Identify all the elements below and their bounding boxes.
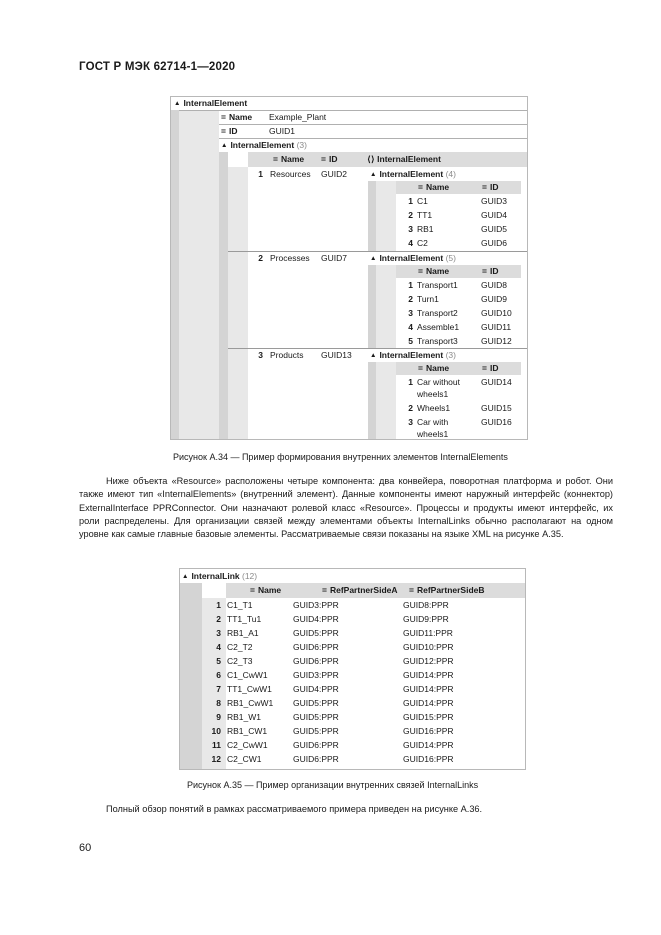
- link-side-a: GUID3:PPR: [293, 670, 339, 680]
- root-internal-element[interactable]: ▲ InternalElement: [174, 98, 248, 108]
- link-name: RB1_A1: [227, 628, 259, 638]
- item-name-line1: Car without: [417, 377, 460, 387]
- attr-id-value: GUID1: [269, 126, 295, 136]
- item-id: GUID14: [481, 377, 512, 387]
- link-number: 6: [216, 670, 221, 680]
- link-name: C2_T3: [227, 656, 253, 666]
- col-internal-element-header[interactable]: ⟨⟩ InternalElement: [367, 154, 441, 164]
- tree-gutter-inner: [179, 110, 219, 440]
- item-number: 5: [408, 336, 413, 346]
- link-side-a: GUID6:PPR: [293, 740, 339, 750]
- item-number: 2: [408, 294, 413, 304]
- document-header: ГОСТ Р МЭК 62714-1—2020: [79, 61, 236, 73]
- link-name: C1_T1: [227, 600, 253, 610]
- collapse-caret-icon[interactable]: ▲: [182, 573, 189, 580]
- col-id-header[interactable]: = ID: [321, 154, 338, 164]
- item-name: Transport1: [417, 280, 458, 290]
- attr-id-row: = ID: [221, 126, 238, 136]
- link-number: 5: [216, 656, 221, 666]
- attribute-icon: =: [273, 154, 278, 164]
- link-side-a: GUID5:PPR: [293, 726, 339, 736]
- link-side-a: GUID3:PPR: [293, 600, 339, 610]
- attribute-icon: =: [418, 182, 423, 192]
- link-number: 8: [216, 698, 221, 708]
- link-side-a: GUID6:PPR: [293, 642, 339, 652]
- sub-gutter: [368, 362, 376, 440]
- link-side-b: GUID14:PPR: [403, 698, 454, 708]
- link-name: C2_CW1: [227, 754, 262, 764]
- collapse-caret-icon[interactable]: ▲: [370, 255, 377, 262]
- collapse-caret-icon[interactable]: ▲: [174, 100, 181, 107]
- attribute-icon: =: [482, 363, 487, 373]
- group-number: 3: [258, 350, 263, 360]
- link-number: 4: [216, 642, 221, 652]
- link-number: 2: [216, 614, 221, 624]
- sub-gutter-inner: [376, 265, 396, 348]
- collapse-caret-icon[interactable]: ▲: [370, 352, 377, 359]
- link-side-b: GUID9:PPR: [403, 614, 449, 624]
- item-number: 3: [408, 224, 413, 234]
- attribute-icon: =: [221, 112, 226, 122]
- item-name: Turn1: [417, 294, 439, 304]
- link-side-b: GUID10:PPR: [403, 642, 454, 652]
- sub-col-id-header[interactable]: = ID: [482, 182, 499, 192]
- link-side-a: GUID5:PPR: [293, 712, 339, 722]
- paragraph-overview: Полный обзор понятий в рамках рассматриваемого примера приведен на рисунке A.36.: [106, 804, 483, 814]
- group-id: GUID13: [321, 350, 352, 360]
- internal-link-root[interactable]: ▲ InternalLink (12): [182, 571, 258, 581]
- link-number: 10: [211, 726, 221, 736]
- item-name: Assemble1: [417, 322, 460, 332]
- link-side-a: GUID6:PPR: [293, 656, 339, 666]
- link-name: RB1_W1: [227, 712, 262, 722]
- figure-a35-caption: Рисунок A.35 — Пример организации внутренних связей InternalLinks: [187, 780, 479, 790]
- link-name: C2_CwW1: [227, 740, 268, 750]
- item-name-line2: wheels1: [417, 389, 449, 399]
- attribute-icon: =: [321, 154, 326, 164]
- link-side-b: GUID11:PPR: [403, 628, 453, 638]
- item-number: 3: [408, 308, 413, 318]
- item-id: GUID15: [481, 403, 512, 413]
- figure-a35-table: [179, 568, 526, 770]
- link-side-b: GUID14:PPR: [403, 684, 454, 694]
- row-number-gutter: [228, 167, 248, 440]
- group-sub-internal-element[interactable]: ▲ InternalElement (4): [370, 169, 456, 179]
- sub-col-name-header[interactable]: = Name: [418, 363, 450, 373]
- page-number: 60: [79, 842, 92, 854]
- sub-gutter-inner: [376, 362, 396, 440]
- item-number: 4: [408, 238, 413, 248]
- attribute-icon: =: [482, 182, 487, 192]
- group-name: Products: [270, 350, 304, 360]
- collapse-caret-icon[interactable]: ▲: [221, 142, 228, 149]
- sub-header-bar: [396, 181, 521, 194]
- sub-header-bar: [396, 265, 521, 278]
- item-name: RB1: [417, 224, 434, 234]
- attribute-icon: =: [221, 126, 226, 136]
- attribute-icon: =: [482, 266, 487, 276]
- item-name: Transport2: [417, 308, 458, 318]
- link-number: 7: [216, 684, 221, 694]
- element-icon: ⟨⟩: [367, 154, 375, 164]
- item-number: 1: [408, 377, 413, 387]
- sub-col-name-header[interactable]: = Name: [418, 266, 450, 276]
- col-name-header[interactable]: = Name: [250, 585, 282, 595]
- item-number: 1: [408, 196, 413, 206]
- attribute-icon: =: [418, 266, 423, 276]
- link-side-b: GUID14:PPR: [403, 670, 454, 680]
- item-name: C2: [417, 238, 428, 248]
- link-number: 9: [216, 712, 221, 722]
- group-sub-internal-element[interactable]: ▲ InternalElement (3): [370, 350, 456, 360]
- figure-a34-tree: [170, 96, 528, 440]
- attr-name-value: Example_Plant: [269, 112, 327, 122]
- item-number: 3: [408, 417, 413, 427]
- item-name: Wheels1: [417, 403, 451, 413]
- link-name: RB1_CwW1: [227, 698, 274, 708]
- link-side-b: GUID16:PPR: [403, 726, 454, 736]
- group-sub-internal-element[interactable]: ▲ InternalElement (5): [370, 253, 456, 263]
- link-side-b: GUID14:PPR: [403, 740, 454, 750]
- link-side-a: GUID5:PPR: [293, 698, 339, 708]
- row-divider: [219, 124, 527, 125]
- item-id: GUID5: [481, 224, 507, 234]
- group-id: GUID2: [321, 169, 347, 179]
- link-side-a: GUID4:PPR: [293, 684, 339, 694]
- link-side-a: GUID6:PPR: [293, 754, 339, 764]
- sub-gutter: [368, 265, 376, 348]
- group-id: GUID7: [321, 253, 347, 263]
- col-side-b-header[interactable]: = RefPartnerSideB: [409, 585, 485, 595]
- item-id: GUID6: [481, 238, 507, 248]
- group-name: Processes: [270, 253, 310, 263]
- link-side-a: GUID5:PPR: [293, 628, 339, 638]
- attribute-icon: =: [418, 363, 423, 373]
- item-id: GUID8: [481, 280, 507, 290]
- sub-gutter-inner: [376, 181, 396, 251]
- group-number: 2: [258, 253, 263, 263]
- attr-name-row: = Name: [221, 112, 253, 122]
- item-name-line1: Car with: [417, 417, 449, 427]
- link-number: 11: [212, 740, 221, 750]
- col-side-a-header[interactable]: = RefPartnerSideA: [322, 585, 398, 595]
- item-id: GUID9: [481, 294, 507, 304]
- attribute-icon: =: [409, 585, 414, 595]
- sub-col-id-header[interactable]: = ID: [482, 266, 499, 276]
- item-number: 2: [408, 403, 413, 413]
- link-side-a: GUID4:PPR: [293, 614, 339, 624]
- link-side-b: GUID12:PPR: [403, 656, 454, 666]
- sub-col-id-header[interactable]: = ID: [482, 363, 499, 373]
- sub-col-name-header[interactable]: = Name: [418, 182, 450, 192]
- link-gutter: [180, 583, 202, 769]
- item-id: GUID16: [481, 417, 512, 427]
- link-side-b: GUID8:PPR: [403, 600, 449, 610]
- item-number: 2: [408, 210, 413, 220]
- link-number: 1: [216, 600, 221, 610]
- item-number: 1: [408, 280, 413, 290]
- group-name: Resources: [270, 169, 311, 179]
- attribute-icon: =: [250, 585, 255, 595]
- link-name: TT1_CwW1: [227, 684, 272, 694]
- item-name: C1: [417, 196, 428, 206]
- link-side-b: GUID16:PPR: [403, 754, 454, 764]
- child-internal-element[interactable]: ▲ InternalElement (3): [221, 140, 307, 150]
- link-side-b: GUID15:PPR: [403, 712, 454, 722]
- collapse-caret-icon[interactable]: ▲: [370, 171, 377, 178]
- link-name: RB1_CW1: [227, 726, 268, 736]
- item-id: GUID11: [481, 322, 512, 332]
- sub-header-bar: [396, 362, 521, 375]
- col-name-header[interactable]: = Name: [273, 154, 305, 164]
- link-number: 12: [211, 754, 221, 764]
- child-gutter: [219, 152, 228, 440]
- item-name: Transport3: [417, 336, 458, 346]
- link-name: C2_T2: [227, 642, 253, 652]
- group-number: 1: [258, 169, 263, 179]
- sub-gutter: [368, 181, 376, 251]
- tree-gutter: [171, 110, 179, 440]
- attribute-icon: =: [322, 585, 327, 595]
- figure-a34-caption: Рисунок A.34 — Пример формирования внутренних элементов InternalElements: [173, 452, 508, 462]
- link-name: C1_CwW1: [227, 670, 268, 680]
- link-number: 3: [216, 628, 221, 638]
- item-number: 4: [408, 322, 413, 332]
- paragraph-resources: Ниже объекта «Resource» расположены четыре компонента: два конвейера, поворотная платформа и робот. Они также имеют тип «InternalElements» (внутренний элемент). Данные компоненты имеют наружный интерфейс (коннектор) ExternalInterface PPRConnector. Они назначают ролевой класс «Resource». Процессы и продукты имеют интерфейс, их роли распределены. Для организации связей между элементами объекты InternalLinks обычно располагают на одном уровне как самые главные базовые элементы. Рассматриваемые связи показаны на языке XML на рисунке A.35.: [79, 476, 613, 540]
- item-id: GUID10: [481, 308, 512, 318]
- item-id: GUID3: [481, 196, 507, 206]
- item-name: TT1: [417, 210, 433, 220]
- link-name: TT1_Tu1: [227, 614, 262, 624]
- item-id: GUID12: [481, 336, 512, 346]
- item-id: GUID4: [481, 210, 507, 220]
- item-name-line2: wheels1: [417, 429, 449, 439]
